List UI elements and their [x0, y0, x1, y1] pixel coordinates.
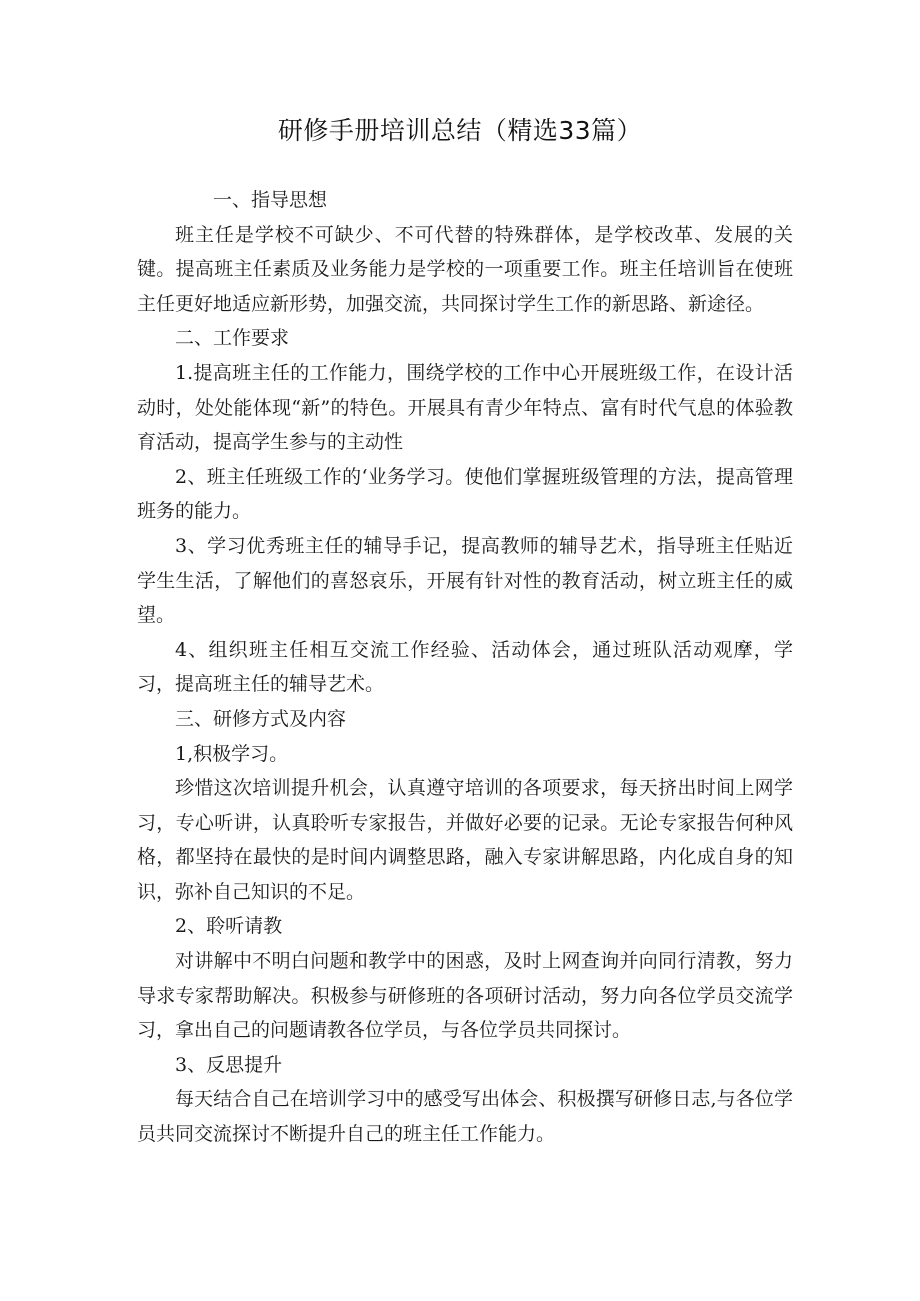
subheading-listen-and-consult: 2、聆听请教	[175, 915, 283, 938]
paragraph-requirement-2: 2、班主任班级工作的‘业务学习。使他们掌握班级管理的方法，提高管理班务的能力。	[137, 465, 793, 523]
section-heading-work-requirements: 二、工作要求	[175, 327, 290, 350]
subheading-reflection: 3、反思提升	[175, 1053, 283, 1076]
section-heading-guiding-thought: 一、指导思想	[213, 189, 328, 211]
paragraph-active-learning: 珍惜这次培训提升机会，认真遵守培训的各项要求，每天挤出时间上网学习，专心听讲，认真聆听专家报告，并做好必要的记录。无论专家报告何种风格，都坚持在最快的是时间内调整思路，融入专家讲解思路，内化成自身的知识，弥补自己知识的不足。	[137, 777, 793, 903]
paragraph-guiding-thought: 班主任是学校不可缺少、不可代替的特殊群体，是学校改革、发展的关键。提高班主任素质及业务能力是学校的一项重要工作。班主任培训旨在使班主任更好地适应新形势，加强交流，共同探讨学生工作的新思路、新途径。	[137, 223, 793, 315]
document-body	[137, 183, 793, 1152]
paragraph-requirement-1: 1.提高班主任的工作能力，围绕学校的工作中心开展班级工作，在设计活动时，处处能体现“新”的特色。开展具有青少年特点、富有时代气息的体验教育活动，提高学生参与的主动性	[137, 361, 793, 454]
paragraph-requirement-3: 3、学习优秀班主任的辅导手记，提高教师的辅导艺术，指导班主任贴近学生生活，了解他们的喜怒哀乐，开展有针对性的教育活动，树立班主任的威望。	[137, 534, 793, 627]
document-title: 研修手册培训总结（精选33篇）	[277, 116, 643, 145]
section-heading-study-methods: 三、研修方式及内容	[175, 707, 347, 730]
paragraph-requirement-4: 4、组织班主任相互交流工作经验、活动体会，通过班队活动观摩，学习，提高班主任的辅导艺术。	[137, 638, 793, 696]
subheading-active-learning: 1,积极学习。	[175, 742, 289, 765]
paragraph-listen-and-consult: 对讲解中不明白问题和教学中的困惑，及时上网查询并向同行清教，努力导求专家帮助解决。积极参与研修班的各项研讨活动，努力向各位学员交流学习，拿出自己的问题请教各位学员，与各位学员共同探讨。	[137, 950, 793, 1042]
paragraph-reflection: 每天结合自己在培训学习中的感受写出体会、积极撰写研修日志,与各位学员共同交流探讨不断提升自己的班主任工作能力。	[137, 1088, 793, 1146]
